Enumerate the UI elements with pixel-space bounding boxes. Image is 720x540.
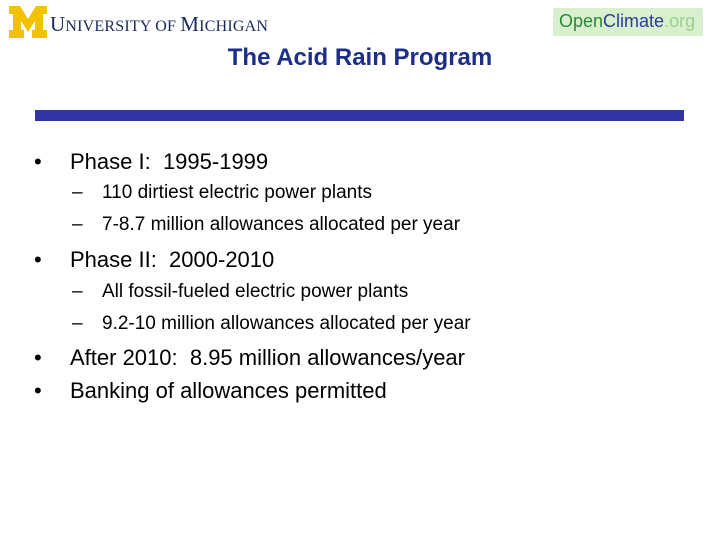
sub-item-text: 7-8.7 million allowances allocated per year [102, 214, 461, 235]
sub-list-item [72, 313, 471, 335]
sub-item-text: 9.2-10 million allowances allocated per year [102, 313, 471, 334]
title-divider [35, 110, 684, 121]
list-item-text: Phase II: 2000-2010 [70, 247, 275, 272]
list-item-text: Phase I: 1995-1999 [70, 149, 269, 174]
dash-icon: – [72, 182, 83, 203]
sub-list-item [72, 214, 460, 236]
university-wordmark [50, 12, 268, 37]
wordmark-u: U [50, 12, 66, 36]
list-item-text: After 2010: 8.95 million allowances/year [70, 345, 465, 370]
sub-item-text: All fossil-fueled electric power plants [102, 281, 409, 302]
wordmark-of: OF [151, 18, 181, 35]
block-m-icon [8, 5, 48, 39]
wordmark-ichigan: ICHIGAN [199, 18, 269, 35]
openclimate-logo [559, 11, 695, 32]
block-m-logo [8, 5, 48, 39]
list-item [34, 345, 465, 371]
wordmark-niversity: NIVERSITY [65, 18, 152, 35]
bullet-icon: • [34, 149, 42, 174]
sub-item-text: 110 dirtiest electric power plants [102, 182, 372, 203]
wordmark-m: M [180, 12, 200, 36]
bullet-icon: • [34, 378, 42, 403]
dash-icon: – [72, 313, 83, 334]
sub-list-item [72, 281, 408, 303]
brand-climate: Climate [603, 11, 665, 31]
dash-icon: – [72, 214, 83, 235]
list-item-text: Banking of allowances permitted [70, 378, 387, 403]
slide-title: The Acid Rain Program [227, 44, 493, 71]
list-item [34, 247, 274, 273]
list-item [34, 378, 387, 404]
dash-icon: – [72, 281, 83, 302]
list-item [34, 149, 268, 175]
bullet-icon: • [34, 345, 42, 370]
brand-open: Open [559, 11, 604, 31]
sub-list-item [72, 182, 372, 204]
bullet-icon: • [34, 247, 42, 272]
brand-org: .org [664, 11, 696, 31]
